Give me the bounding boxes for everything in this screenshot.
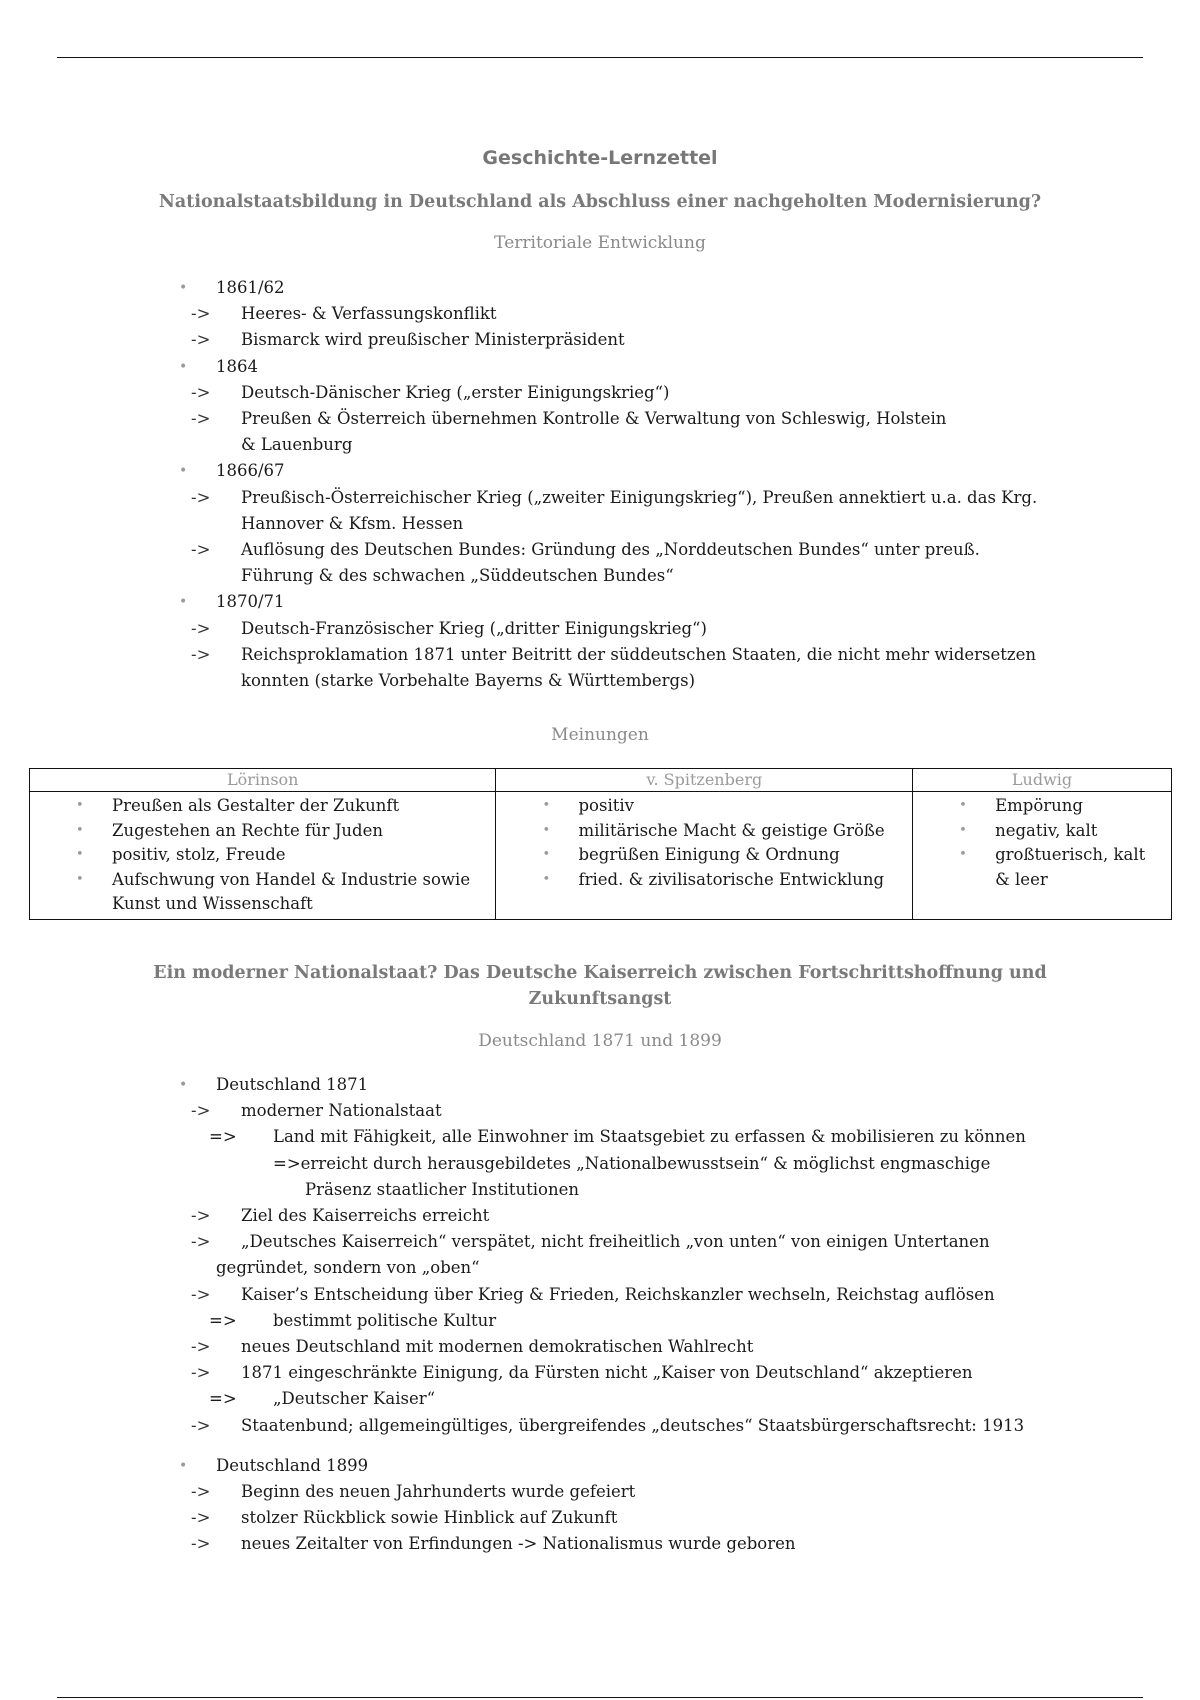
section2-heading — [0, 960, 1200, 1012]
opinion-cell — [30, 792, 496, 920]
list-item: • begrüßen Einigung & Ordnung — [496, 843, 906, 868]
page-title: Geschichte-Lernzettel — [482, 147, 718, 169]
arrow-icon: -> — [191, 1284, 211, 1304]
list-item: • Preußen als Gestalter der Zukunft — [30, 794, 489, 819]
list-item: • fried. & zivilisatorische Entwicklung — [496, 868, 906, 893]
arrow-icon: -> — [191, 1206, 211, 1226]
section1-heading: Nationalstaatsbildung in Deutschland als Abschluss einer nachgeholten Modernisierung? — [158, 192, 1042, 212]
list-item — [0, 275, 1200, 354]
section1-subheading: Territoriale Entwicklung — [494, 233, 706, 253]
arrow-icon: -> — [191, 1101, 211, 1121]
arrow-icon: -> — [191, 1363, 211, 1383]
column-header-loerinson: Lörinson — [30, 769, 496, 792]
heading-line: Zukunftsangst — [528, 989, 672, 1009]
top-rule — [57, 57, 1143, 58]
arrow-icon: -> — [191, 382, 211, 402]
list-item — [0, 458, 1200, 589]
bullet-icon: • — [76, 798, 84, 813]
list-item — [0, 354, 1200, 459]
arrow-icon: -> — [191, 1415, 211, 1435]
double-arrow-icon: => — [209, 1127, 237, 1147]
list-item — [0, 589, 1200, 694]
item-label: 1864 — [216, 356, 258, 376]
bullet-icon: • — [542, 871, 551, 887]
bullet-icon: • — [76, 871, 84, 887]
arrow-icon: -> — [191, 1534, 211, 1554]
section2-subheading: Deutschland 1871 und 1899 — [478, 1031, 722, 1051]
heading-line: Ein moderner Nationalstaat? Das Deutsche Kaiserreich zwischen Fortschrittshoffnung und — [153, 963, 1047, 983]
list-item: • positiv, stolz, Freude — [30, 843, 489, 868]
opinions-table — [29, 768, 1172, 920]
bullet-icon: • — [179, 463, 188, 480]
arrow-icon: -> — [191, 618, 211, 638]
list-item: • Empörung — [913, 794, 1165, 819]
item-line: Bismarck wird preußischer Ministerpräsident — [241, 330, 625, 350]
list-item: • positiv — [496, 794, 906, 819]
bullet-icon: • — [959, 798, 967, 813]
item-line: Reichsproklamation 1871 unter Beitritt der süddeutschen Staaten, die nicht mehr widersetzen konnten (starke Vorbehalte Bayerns & Württembergs) — [241, 644, 1036, 691]
item-label: 1870/71 — [216, 592, 285, 612]
item-line: gegründet, sondern von „oben“ — [216, 1258, 480, 1278]
germany-list — [0, 1072, 1200, 1558]
item-line: Preußisch-Österreichischer Krieg („zweiter Einigungskrieg“), Preußen annektiert u.a. das Krg. Hannover & Kfsm. Hessen — [241, 487, 1038, 533]
list-item: • Deutschland 1899 -> Beginn des neuen Jahrhunderts wurde gefeiert -> stolzer Rückblick sowie Hinblick auf Zukunft -> neues Zeitalter von Erfindungen -> Nationalismus wurde geboren — [0, 1453, 1200, 1558]
item-line: Preußen & Österreich übernehmen Kontrolle & Verwaltung von Schleswig, Holstein & Lauenburg — [241, 409, 947, 455]
territorial-list — [0, 275, 1200, 694]
bottom-rule — [57, 1697, 1143, 1698]
double-arrow-icon: => — [273, 1153, 301, 1173]
bullet-icon: • — [179, 594, 188, 611]
list-item: • Aufschwung von Handel & Industrie sowie Kunst und Wissenschaft — [76, 869, 471, 913]
item-line: Heeres- & Verfassungskonflikt — [241, 304, 497, 324]
arrow-icon: -> — [191, 304, 211, 324]
arrow-icon: -> — [191, 1508, 211, 1528]
column-header-ludwig: Ludwig — [913, 769, 1172, 792]
opinion-cell — [913, 792, 1172, 920]
bullet-icon: • — [179, 1457, 188, 1474]
arrow-icon: -> — [191, 487, 211, 507]
double-arrow-icon: => — [209, 1310, 237, 1330]
item-line: Auflösung des Deutschen Bundes: Gründung des „Norddeutschen Bundes“ unter preuß. Führung & des schwachen „Süddeutschen Bundes“ — [241, 540, 980, 586]
list-item: • negativ, kalt — [913, 819, 1165, 844]
item-line: Deutsch-Französischer Krieg („dritter Einigungskrieg“) — [241, 618, 707, 638]
item-label: Deutschland 1871 — [216, 1075, 369, 1094]
bullet-icon: • — [542, 847, 551, 862]
item-label: Deutschland 1899 — [216, 1455, 369, 1475]
arrow-icon: -> — [191, 644, 211, 664]
bullet-icon: • — [179, 1077, 188, 1093]
arrow-icon: -> — [191, 1337, 211, 1357]
opinions-heading: Meinungen — [551, 725, 649, 745]
arrow-icon: -> — [191, 330, 211, 350]
bullet-icon: • — [542, 798, 551, 813]
bullet-icon: • — [179, 358, 188, 375]
item-label: 1861/62 — [216, 278, 285, 297]
arrow-icon: -> — [191, 409, 211, 429]
arrow-icon: -> — [191, 540, 211, 560]
bullet-icon: • — [542, 822, 551, 838]
column-header-spitzenberg: v. Spitzenberg — [496, 769, 913, 792]
bullet-icon: • — [959, 847, 967, 862]
bullet-icon: • — [959, 822, 967, 838]
bullet-icon: • — [179, 280, 188, 296]
list-item: • großtuerisch, kalt & leer — [959, 845, 1146, 889]
bullet-icon: • — [76, 822, 84, 838]
arrow-icon: -> — [191, 1232, 211, 1252]
item-label: 1866/67 — [216, 461, 285, 481]
list-item: • Zugestehen an Rechte für Juden — [30, 819, 489, 844]
list-item: • militärische Macht & geistige Größe — [496, 819, 906, 844]
bullet-icon: • — [76, 847, 84, 862]
item-line: Deutsch-Dänischer Krieg („erster Einigungskrieg“) — [241, 382, 670, 402]
list-item: • Deutschland 1871 -> moderner Nationalstaat => Land mit Fähigkeit, alle Einwohner im Staatsgebiet zu erfassen & mobilisieren zu können =>erreicht durch herausgebildetes „Nationalbewusstsein“ & möglichst engmaschige Präsenz staatlicher Institutionen -> Ziel des Kaiserreichs erreicht -> „Deutsches Kaiserreich“ verspätet, nicht freiheitlich „von unten“ von einigen Untertanen gegründet, sondern von „oben“ -> Kaiser’s Entscheidung über Krieg & Frieden, Reichskanzler wechseln, Reichstag auflösen => bestimmt politische Kultur -> neues Deutschland mit modernen demokratischen Wahlrecht -> 1871 eingeschränkte Einigung, da Fürsten nicht „Kaiser von Deutschland“ akzeptieren => „Deutscher Kaiser“ -> Staatenbund; allgemeingültiges, übergreifendes „deutsches“ Staatsbürgerschaftsrecht: 1913 — [0, 1072, 1200, 1439]
arrow-icon: -> — [191, 1482, 211, 1502]
double-arrow-icon: => — [209, 1389, 237, 1409]
opinion-cell — [496, 792, 913, 920]
